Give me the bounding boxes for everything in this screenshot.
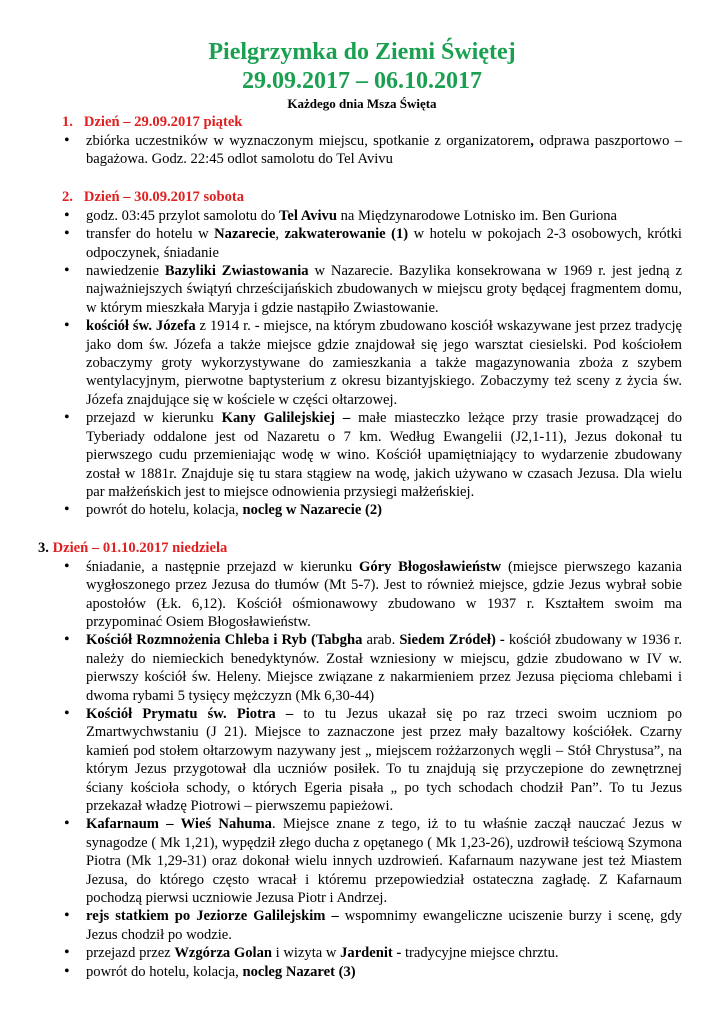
bullet-item <box>62 207 682 225</box>
bullet-item <box>62 815 682 907</box>
bold-text: Bazyliki Zwiastowania <box>164 263 309 280</box>
bullet-item <box>62 501 682 519</box>
day-number: 3. <box>38 539 49 556</box>
day-2-list <box>62 207 682 520</box>
bold-text: Tel Avivu <box>278 207 337 224</box>
text: nawiedzenie <box>86 263 165 280</box>
day-label: Dzień – 30.09.2017 sobota <box>83 188 245 205</box>
bullet-item <box>62 705 682 815</box>
text: . Miejsce znane z tego, iż to tu właśnie zaczął nauczać Jezus w synagodze ( Mk 1,21), wypędził złego ducha z opętanego ( Mk 1,23-26), uzdrowił teściową Szymona Piotra (Mk 1,29-31) oraz dokonał wielu innych uzdrowień. Kafarnaum nazywane jest też Miastem Jezusa, do którego często wracał i któremu przepowiedział ostateczna zagładę. Z Kafarnaum pochodzą pierwsi uczniowie Jezusa Piotr i Andrzej. <box>86 816 682 907</box>
text: godz. 03:45 przylot samolotu do <box>86 207 279 224</box>
bullet-item <box>62 132 682 169</box>
text: z 1914 r. - miejsce, na którym zbudowano kosciół wskazywane jest przez tradycję jako dom św. Józefa a także miejsce gdzie znajdował się jego warsztat ciesielski. Pod kościołem zobaczymy groty wykorzystywane do zamieszkania a także magazynowania zboża z szybem wentylacyjnym, pierwotne baptysterium z okresu bizantyjskiego. Zobaczymy też sceny z życia św. Józefa znajdujące się w kościele w części ołtarzowej. <box>86 318 682 408</box>
text: zbiórka uczestników w wyznaczonym miejscu, spotkanie z organizatorem <box>86 133 531 149</box>
day-1-list <box>62 132 682 169</box>
text: transfer do hotelu w <box>86 226 215 243</box>
text: powrót do hotelu, kolacja, <box>86 502 243 519</box>
day-number: 2. <box>62 188 73 205</box>
text: na Międzynarodowe Lotnisko im. Ben Guriona <box>336 207 618 224</box>
day-1-heading <box>62 112 682 132</box>
text: tradycyjne miejsce chrztu. <box>401 945 559 962</box>
text: małe miasteczko leżące przy trasie prowadzącej do Tyberiady oddalone jest od Nazaretu o 7 km. Według Ewangelii (J2,1-11), Jezus dokonał tu pierwszego cudu przemieniając wodę w wino. Kościół upamiętniający to wydarzenie zbudowany został w 1881r. Znajduje się tu stara stągiew na wodę, jakich używano w czasach Jezusa. Dla wielu par małżeńskich jest to miejsce odnowienia przysiegi małżeńskiej. <box>86 410 682 500</box>
bold-text: Góry Błogosławieństw <box>358 558 502 575</box>
day-label: Dzień – 29.09.2017 piątek <box>83 114 243 130</box>
subtitle: Każdego dnia Msza Święta <box>287 96 437 111</box>
bold-text: , <box>530 133 534 149</box>
bullet-item <box>62 409 682 501</box>
bullet-item <box>62 907 682 944</box>
bold-text: nocleg Nazaret (3) <box>242 963 356 980</box>
day-label: Dzień – 01.10.2017 niedziela <box>48 539 228 556</box>
day-number: 1. <box>62 114 73 130</box>
text: , <box>275 226 285 243</box>
bullet-item <box>62 631 682 705</box>
bullet-item <box>62 944 682 962</box>
text: przejazd w kierunku <box>86 410 222 427</box>
text: w Nazarecie. Bazylika konsekrowana w 1969 r. jest jedną z najważniejszych świątyń chrześcijańskich zbudowanych w miejscu groty będącej fragmentem domu, w którym mieszkała Maryja i gdzie nastąpiło Zwiastowanie. <box>86 263 682 316</box>
text: przejazd przez <box>86 945 175 962</box>
day-3-list <box>62 558 682 981</box>
bullet-item <box>62 963 682 981</box>
text: kościół zbudowany w 1936 r. należy do niemieckich benedyktynów. Został wzniesiony w miejscu, gdzie zbudowano w IV w. pierwszy kościół św. Heleny. Miejsce związane z nakarmieniem przez Jezusa pięcioma chlebami i dwoma rybami 5 tysięcy mężczyzn (Mk 6,30-44) <box>86 632 683 704</box>
text: i wizyta w <box>272 945 341 962</box>
text: arab. <box>362 632 400 649</box>
bold-text: Jardenit - <box>340 945 402 962</box>
text: to tu Jezus ukazał się po raz trzeci swoim uczniom po Zmartwychwstaniu (J 21). Miejsce to zaznaczone jest przez mały bazaltowy kościółek. Czarny kamień pod stołem ołtarzowym nazywany jest „ miejscem rożżarzonych węgli – Stół Chrystusa”, na którym Jezus przygotował dla uczniów posiłek. To tu znajdują się przyczepione do zewnętrznej ściany kościoła schody, o których Egeria pisała „ po tych schodach chodził Pan”. To tu Jezus przekazał władzę Piotrowi – pierwszemu papieżowi. <box>86 705 682 814</box>
bullet-item <box>62 317 682 409</box>
text: odprawa paszportowo – bagażowa. Godz. 22:45 odlot samolotu do Tel Avivu <box>86 133 682 168</box>
bold-text: Kafarnaum – Wieś Nahuma <box>86 816 272 833</box>
bold-text: kościół św. Józefa <box>86 318 196 335</box>
day-3-heading <box>38 538 682 558</box>
bullet-item <box>62 558 682 632</box>
bullet-item <box>62 262 682 317</box>
text: wspomnimy ewangeliczne uciszenie burzy i scenę, gdy Jezus chodził po wodzie. <box>86 908 682 943</box>
spacer <box>62 520 682 538</box>
bold-text: rejs statkiem po Jeziorze Galilejskim – <box>86 908 339 925</box>
trip-dates: 29.09.2017 – 06.10.2017 <box>242 68 482 94</box>
page-title: Pielgrzymka do Ziemi Świętej <box>208 39 516 65</box>
bold-text: Kany Galilejskiej – <box>221 410 351 427</box>
bullet-item <box>62 225 682 262</box>
bold-text: Siedem Zródeł) - <box>399 632 505 649</box>
bold-text: Kościół Rozmnożenia Chleba i Ryb (Tabgha <box>86 632 363 649</box>
bold-text: Nazarecie <box>214 226 276 243</box>
bold-text: Kościół Prymatu św. Piotra – <box>86 705 294 722</box>
itinerary <box>38 112 683 981</box>
text: (miejsce pierwszego kazania wygłoszonego przez Jezusa do tłumów (Mt 5-7). Jest to również miejsce, gdzie Jezus wybrał sobie apostołów (Łk. 6,12). Kościół ośmionawowy zbudowano w 1937 r. Kształtem swoim ma przypominać Osiem Błogosławieństw. <box>86 558 683 630</box>
spacer <box>62 169 682 187</box>
text: powrót do hotelu, kolacja, <box>86 963 243 980</box>
bold-text: Wzgórza Golan <box>174 945 272 962</box>
text: w hotelu w pokojach 2-3 osobowych, krótki odpoczynek, śniadanie <box>86 226 682 261</box>
day-2-heading <box>62 187 682 207</box>
text: śniadanie, a następnie przejazd w kierunku <box>86 558 359 575</box>
bold-text: nocleg w Nazarecie (2) <box>242 502 382 519</box>
bold-text: zakwaterowanie (1) <box>284 226 409 243</box>
